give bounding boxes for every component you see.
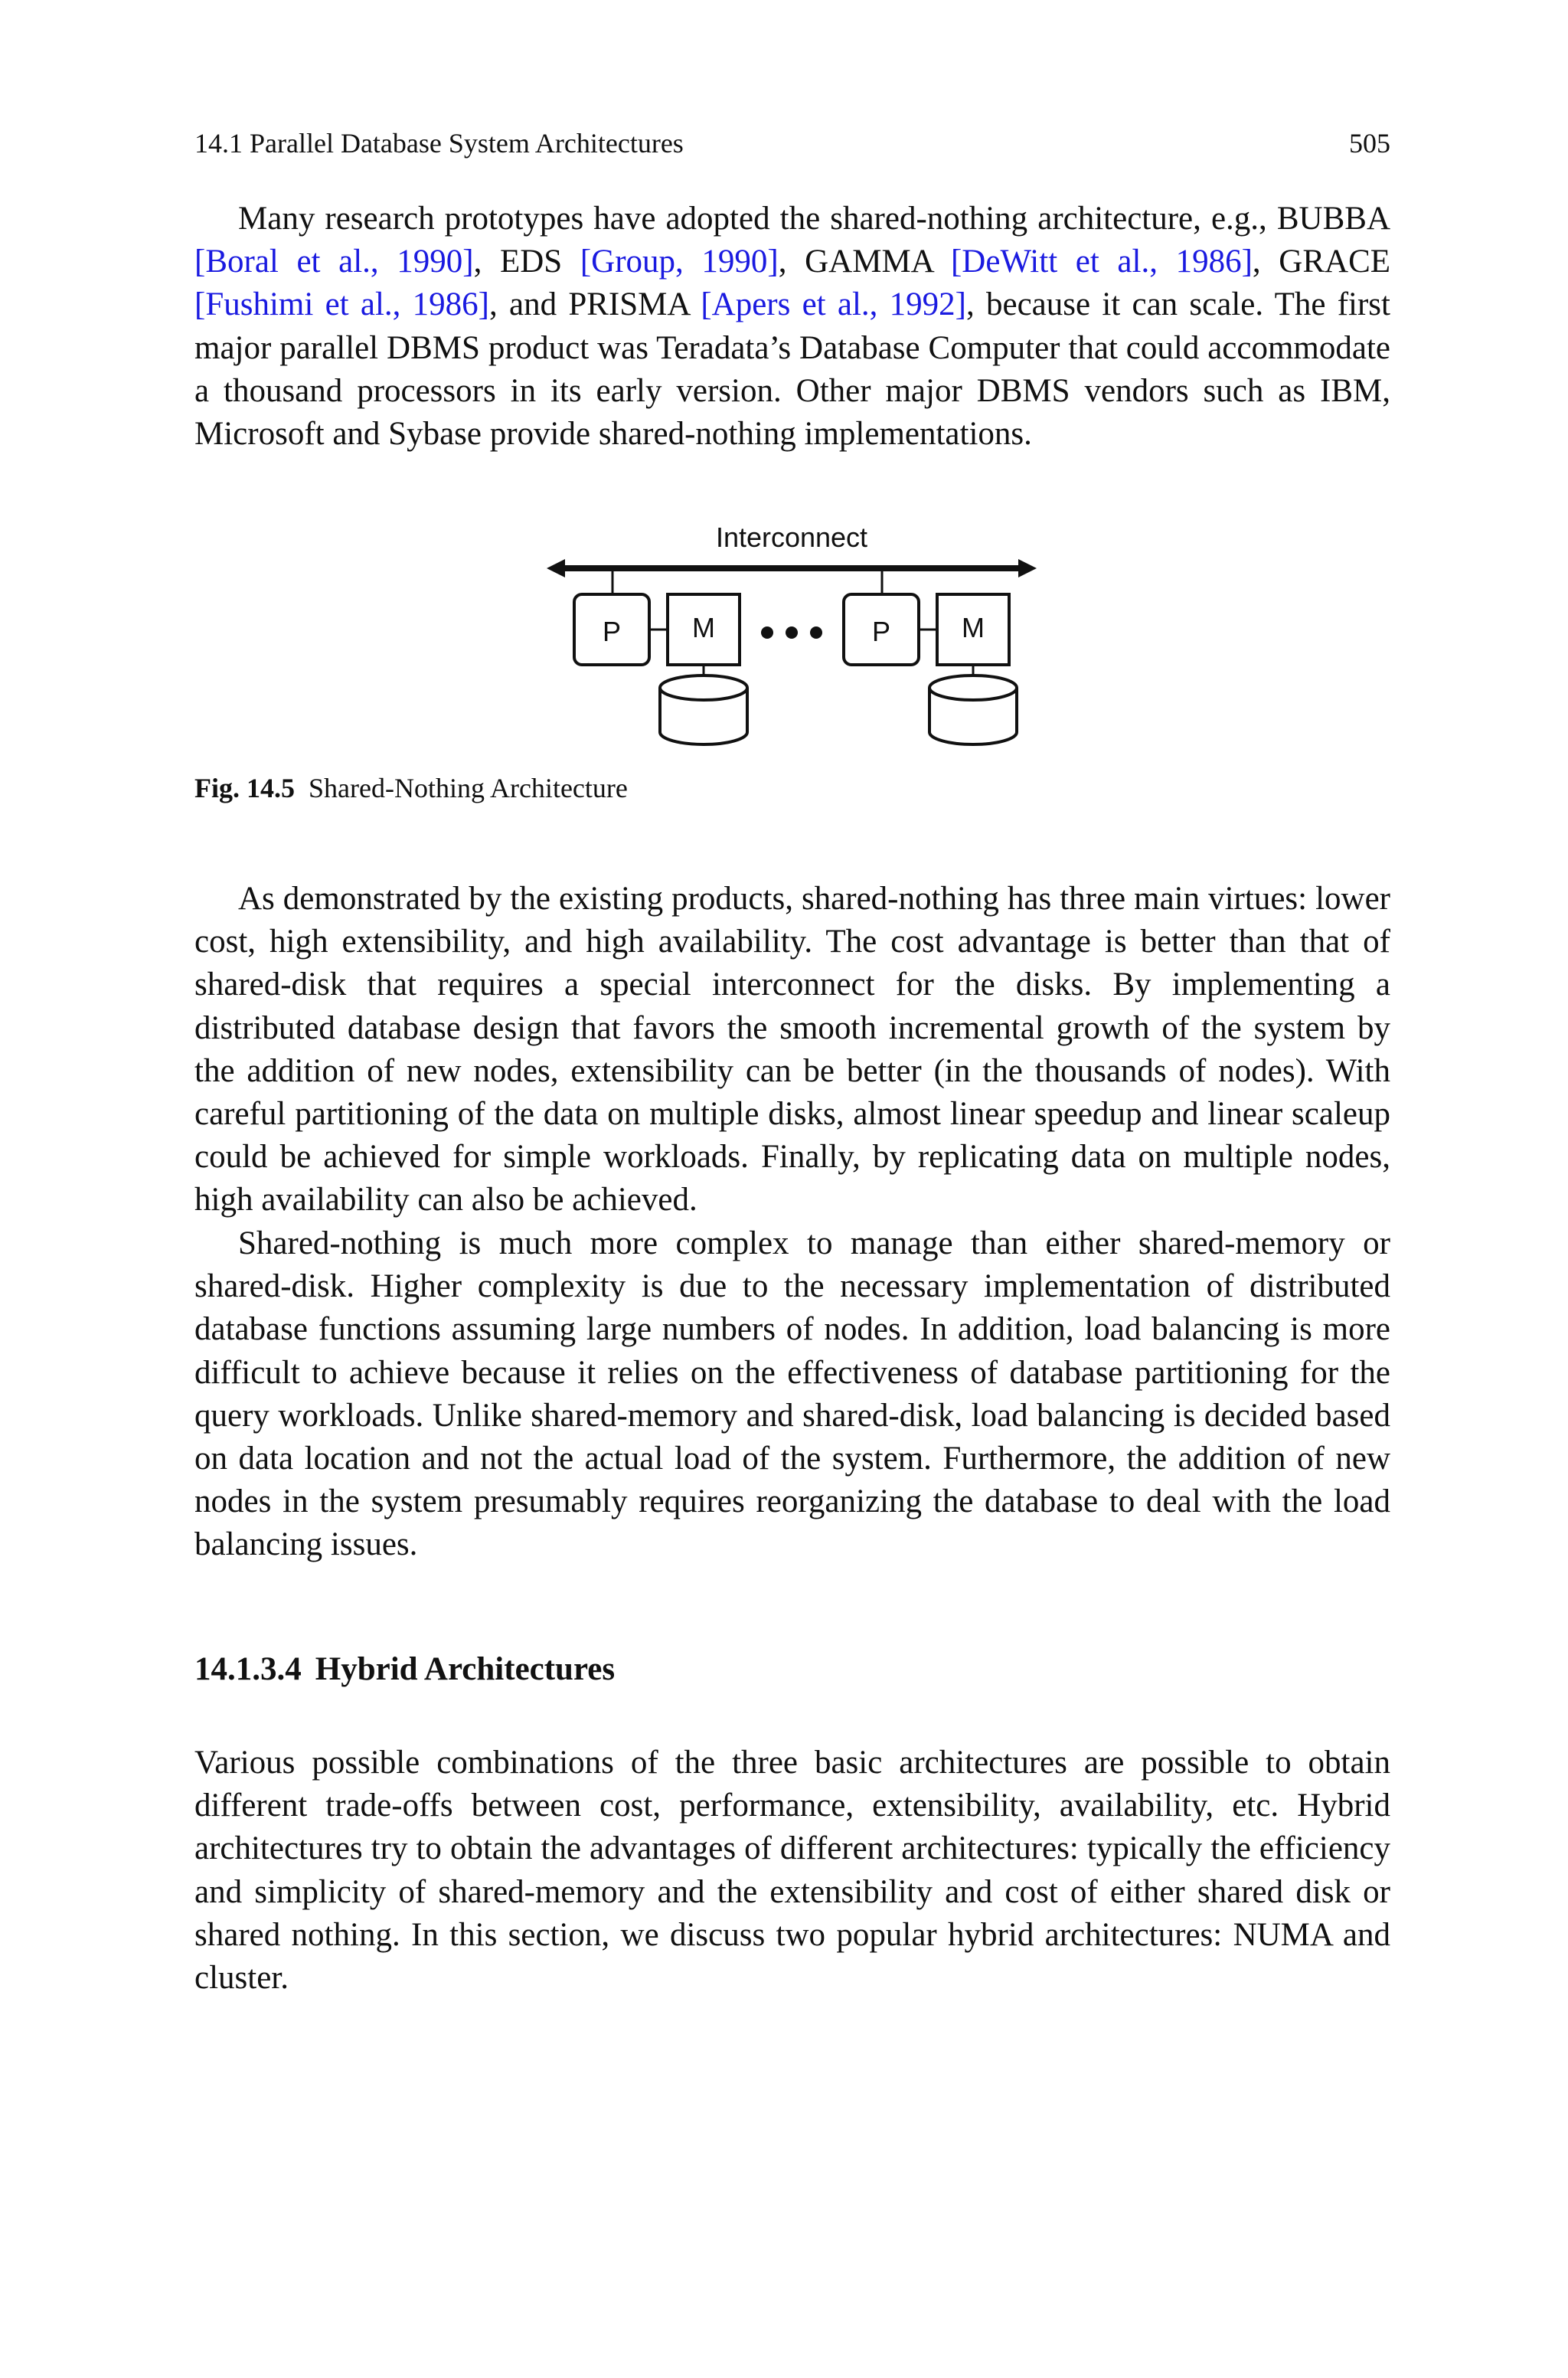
paragraph-complexity: Shared-nothing is much more complex to manage than either shared-memory or shared-disk. Higher complexity is due to the necessary implementation of distributed database functions assuming large numbers of nodes. In addition, load balancing is more difficult to achieve because it relies on the effectiveness of database partitioning for the query workloads. Unlike shared-memory and shared-disk, load balancing is decided based on data location and not the actual load of the system. Furthermore, the addition of new nodes in the system presumably requires reorganizing the database to deal with the load balancing issues.	[194, 1225, 1390, 1563]
text-run: , GAMMA	[778, 244, 951, 280]
figure-caption-text: Shared-Nothing Architecture	[309, 773, 628, 803]
citation-link-group-1990[interactable]: [Group, 1990]	[580, 244, 779, 280]
interconnect-bus	[547, 559, 1037, 577]
section-number: 14.1.3.4	[194, 1651, 302, 1687]
citation-link-apers-1992[interactable]: [Apers et al., 1992]	[701, 286, 966, 323]
node-2	[844, 571, 1017, 744]
figure-caption-label: Fig. 14.5	[194, 773, 295, 803]
disk-icon	[660, 675, 747, 744]
interconnect-label: Interconnect	[715, 522, 868, 553]
memory-label: M	[962, 612, 985, 643]
processor-label: P	[602, 616, 622, 647]
processor-label: P	[871, 616, 891, 647]
memory-label: M	[692, 612, 715, 643]
citation-link-fushimi-1986[interactable]: [Fushimi et al., 1986]	[194, 286, 489, 323]
shared-nothing-diagram	[539, 521, 1228, 751]
citation-link-dewitt-1986[interactable]: [DeWitt et al., 1986]	[950, 244, 1253, 280]
text-run: , because it can scale. The first major parallel DBMS product was Teradata’s Database Computer that could accommodate a thousand processors in its early version. Other major DBMS vendors such as IBM, Microsoft and Sybase provide shared-nothing implementations.	[194, 286, 1390, 453]
text-run: , EDS	[473, 244, 580, 280]
paragraph-shared-nothing-prototypes	[194, 198, 1390, 456]
paragraph-hybrid: Various possible combinations of the three basic architectures are possible to obtain different trade-offs between cost, performance, extensibility, availability, etc. Hybrid architectures try to obtain the advantages of different architectures: typically the efficiency and simplicity of shared-memory and the extensibility and cost of either shared disk or shared nothing. In this section, we discuss two popular hybrid architectures: NUMA and cluster.	[194, 1745, 1390, 1997]
text-run: , GRACE	[1252, 244, 1391, 280]
text-run: Many research prototypes have adopted the shared-nothing architecture, e.g., BUBBA	[238, 201, 1390, 237]
ellipsis-icon	[761, 626, 822, 639]
citation-link-boral-1990[interactable]: [Boral et al., 1990]	[194, 244, 474, 280]
disk-icon	[929, 675, 1017, 744]
section-heading	[194, 1648, 615, 1691]
running-header-section: 14.1 Parallel Database System Architectures	[194, 128, 684, 159]
text-run: , and PRISMA	[488, 286, 701, 323]
section-title: Hybrid Architectures	[315, 1651, 616, 1687]
node-1	[574, 571, 747, 744]
paragraph-virtues: As demonstrated by the existing products, shared-nothing has three main virtues: lower cost, high extensibility, and high availability. The cost advantage is better than that of shared-disk that requires a special interconnect for the disks. By implementing a distributed database design that favors the smooth incremental growth of the system by the addition of new nodes, extensibility can be better (in the thousands of nodes). With careful partitioning of the data on multiple disks, almost linear speedup and linear scaleup could be achieved for simple workloads. Finally, by replicating data on multiple nodes, high availability can also be achieved.	[194, 881, 1390, 1218]
page-number: 505	[1349, 128, 1390, 159]
figure-caption	[194, 769, 628, 807]
